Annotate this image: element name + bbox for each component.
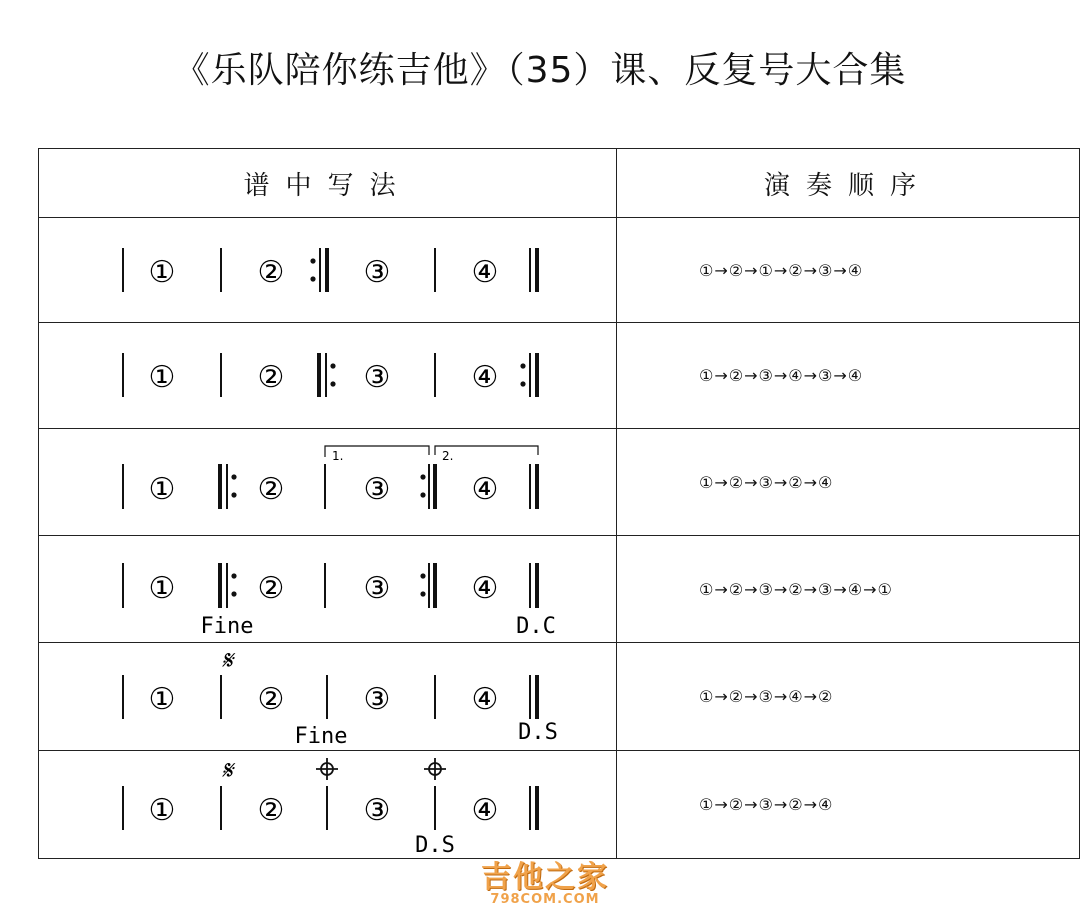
ds-marking: D.S — [415, 833, 455, 858]
table-row — [39, 751, 1080, 859]
notation-cell — [39, 643, 617, 751]
table-row — [39, 218, 1080, 323]
ds-marking: D.S — [518, 720, 558, 745]
measure-label: ② — [257, 793, 285, 828]
segno-icon: 𝄋 — [221, 646, 233, 676]
measure-label: ④ — [471, 793, 499, 828]
measure-label: ③ — [363, 682, 391, 717]
table-row — [39, 323, 1080, 429]
measure-label: ④ — [471, 682, 499, 717]
play-order: ①→②→③→②→④ — [617, 429, 1080, 536]
repeat-sign-table — [38, 148, 1080, 859]
fine-marking: Fine — [200, 614, 254, 639]
measure-label: ④ — [471, 571, 499, 606]
measure-label: ① — [148, 255, 176, 290]
measure-label: ④ — [471, 360, 499, 395]
notation-cell — [39, 536, 617, 643]
measure-label: ③ — [363, 472, 391, 507]
measure-label: ① — [148, 571, 176, 606]
volta-1-label: 1. — [332, 449, 344, 463]
notation-cell — [39, 218, 617, 323]
dc-marking: D.C — [516, 614, 556, 639]
table-header-row — [39, 149, 1080, 218]
coda-icon — [316, 758, 338, 780]
watermark-logo — [470, 852, 620, 907]
measure-label: ④ — [471, 255, 499, 290]
measure-label: ① — [148, 793, 176, 828]
notation-cell — [39, 323, 617, 429]
play-order: ①→②→③→④→② — [617, 643, 1080, 751]
header-notation: 谱中写法 — [39, 149, 617, 218]
measure-label: ③ — [363, 360, 391, 395]
notation-staff — [39, 218, 616, 322]
notation-staff — [39, 429, 616, 535]
volta-2-label: 2. — [442, 449, 454, 463]
watermark-sub-text: 798COM.COM — [490, 892, 600, 907]
measure-label: ③ — [363, 571, 391, 606]
table-row — [39, 429, 1080, 536]
watermark-main-text: 吉他之家 — [481, 860, 609, 895]
play-order: ①→②→③→②→③→④→① — [617, 536, 1080, 643]
measure-label: ② — [257, 360, 285, 395]
measure-label: ② — [257, 571, 285, 606]
measure-label: ② — [257, 255, 285, 290]
coda-icon — [424, 758, 446, 780]
table-row — [39, 536, 1080, 643]
notation-staff — [39, 751, 616, 858]
notation-cell — [39, 429, 617, 536]
fine-marking: Fine — [294, 724, 348, 749]
notation-staff — [39, 536, 616, 642]
play-order: ①→②→③→④→③→④ — [617, 323, 1080, 429]
play-order: ①→②→③→②→④ — [617, 751, 1080, 859]
measure-label: ① — [148, 682, 176, 717]
header-order: 演奏顺序 — [617, 149, 1080, 218]
measure-label: ③ — [363, 793, 391, 828]
measure-label: ② — [257, 682, 285, 717]
page-title: 《乐队陪你练吉他》（35）课、反复号大合集 — [173, 50, 907, 91]
measure-label: ① — [148, 360, 176, 395]
measure-label: ① — [148, 472, 176, 507]
measure-label: ④ — [471, 472, 499, 507]
notation-cell — [39, 751, 617, 859]
segno-icon: 𝄋 — [221, 756, 233, 786]
notation-staff — [39, 323, 616, 428]
measure-label: ② — [257, 472, 285, 507]
notation-staff — [39, 643, 616, 750]
play-order: ①→②→①→②→③→④ — [617, 218, 1080, 323]
measure-label: ③ — [363, 255, 391, 290]
table-row — [39, 643, 1080, 751]
